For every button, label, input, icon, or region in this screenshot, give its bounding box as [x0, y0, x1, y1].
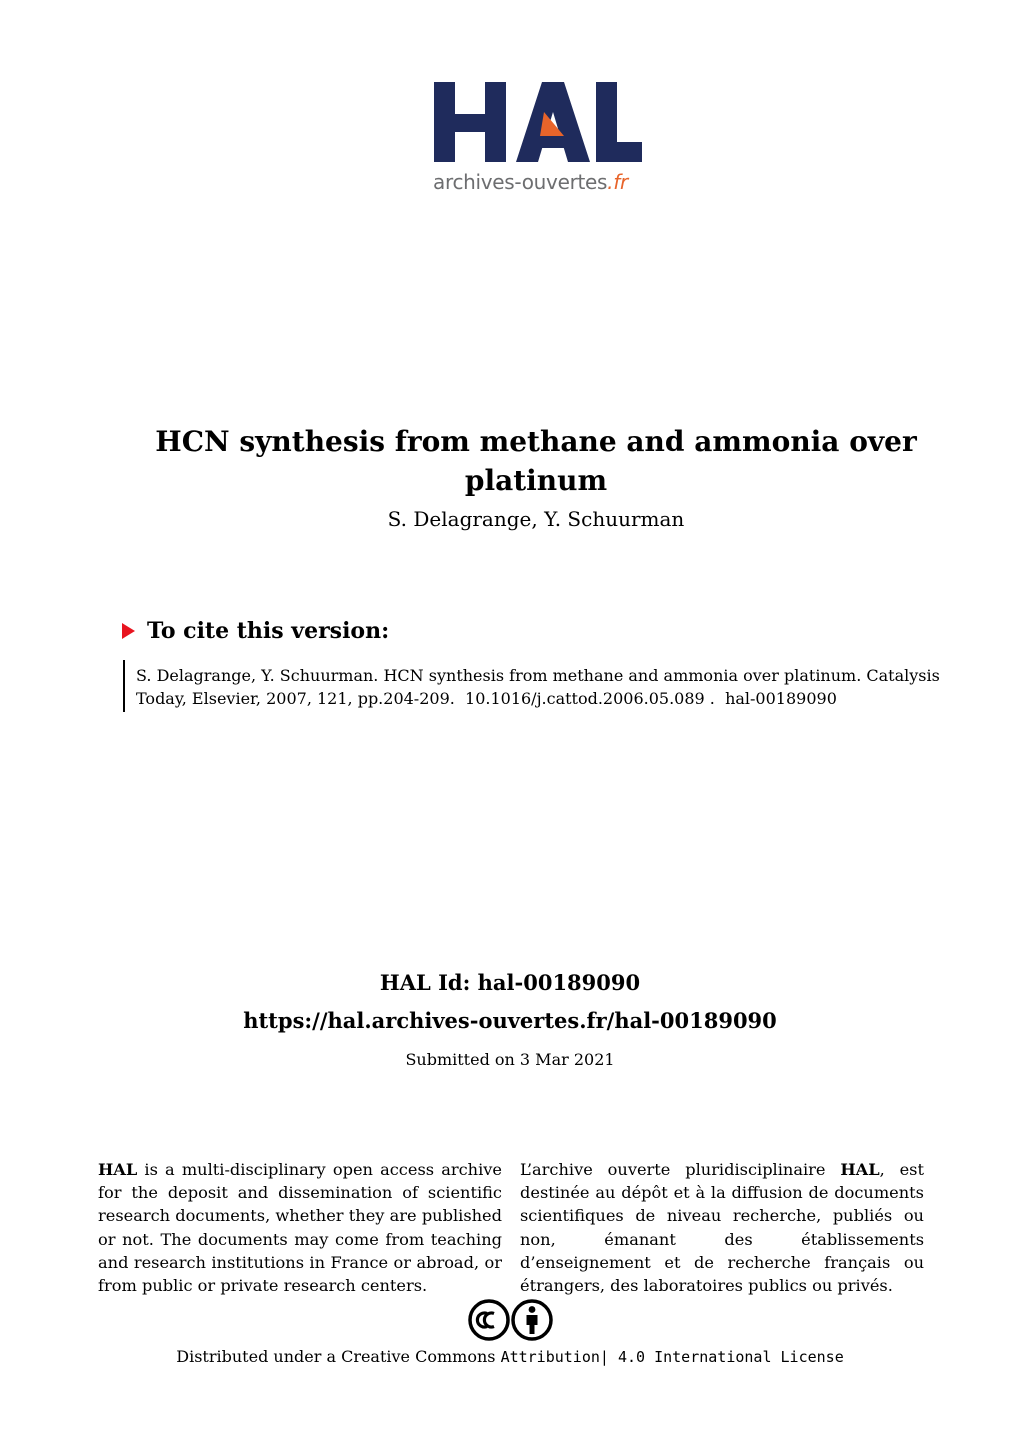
description-english-text: is a multi-disciplinary open access archive for the deposit and dissemination of scientific research documents, whether they are published or not. The documents may come from teaching and research institutions in France or abroad, or from public or private research centers.: [98, 1160, 502, 1296]
cite-heading: [122, 618, 389, 644]
description-french: [520, 1158, 924, 1297]
cc-icon: [470, 1301, 508, 1339]
description-french-lead: L’archive ouverte pluridisciplinaire: [520, 1160, 841, 1179]
document-authors: S. Delagrange, Y. Schuurman: [387, 507, 685, 531]
license-prefix: Distributed under a Creative Commons: [176, 1347, 501, 1366]
description-english: [98, 1158, 502, 1297]
hal-id: HAL Id: hal-00189090: [379, 970, 641, 995]
hal-logo-subtitle-main: archives-ouvertes: [433, 170, 608, 194]
cite-heading-text: To cite this version:: [147, 618, 390, 644]
hal-bold-en: HAL: [98, 1160, 138, 1179]
license-name-link[interactable]: Attribution| 4.0 International License: [500, 1348, 844, 1366]
hal-wordmark-icon: [430, 78, 645, 168]
hal-bold-fr: HAL: [840, 1160, 880, 1179]
description-french-text: , est destinée au dépôt et à la diffusion de documents scientifiques de niveau recherche, publiés ou non, émanant des établissements d’enseignement et de recherche français ou étrangers, des laboratoires publics ou privés.: [520, 1160, 924, 1296]
by-icon: [513, 1301, 551, 1339]
hal-url-link[interactable]: https://hal.archives-ouvertes.fr/hal-00189090: [243, 1008, 777, 1033]
cc-license-badge[interactable]: [468, 1298, 554, 1342]
cite-rule: [123, 660, 125, 712]
hal-logo: [430, 78, 645, 198]
submission-date: Submitted on 3 Mar 2021: [405, 1050, 615, 1069]
citation-text: S. Delagrange, Y. Schuurman. HCN synthesis from methane and ammonia over platinum. Catalysis Today, Elsevier, 2007, 121, pp.204-209. 10.1016/j.cattod.2006.05.089 . hal-00189090: [136, 666, 940, 708]
hal-logo-subtitle-tld: .fr: [607, 170, 628, 194]
triangle-bullet-icon: [122, 623, 135, 639]
license-line: [110, 1347, 910, 1366]
document-title: HCN synthesis from methane and ammonia over platinum: [155, 425, 917, 497]
hal-logo-subtitle: [433, 170, 628, 194]
